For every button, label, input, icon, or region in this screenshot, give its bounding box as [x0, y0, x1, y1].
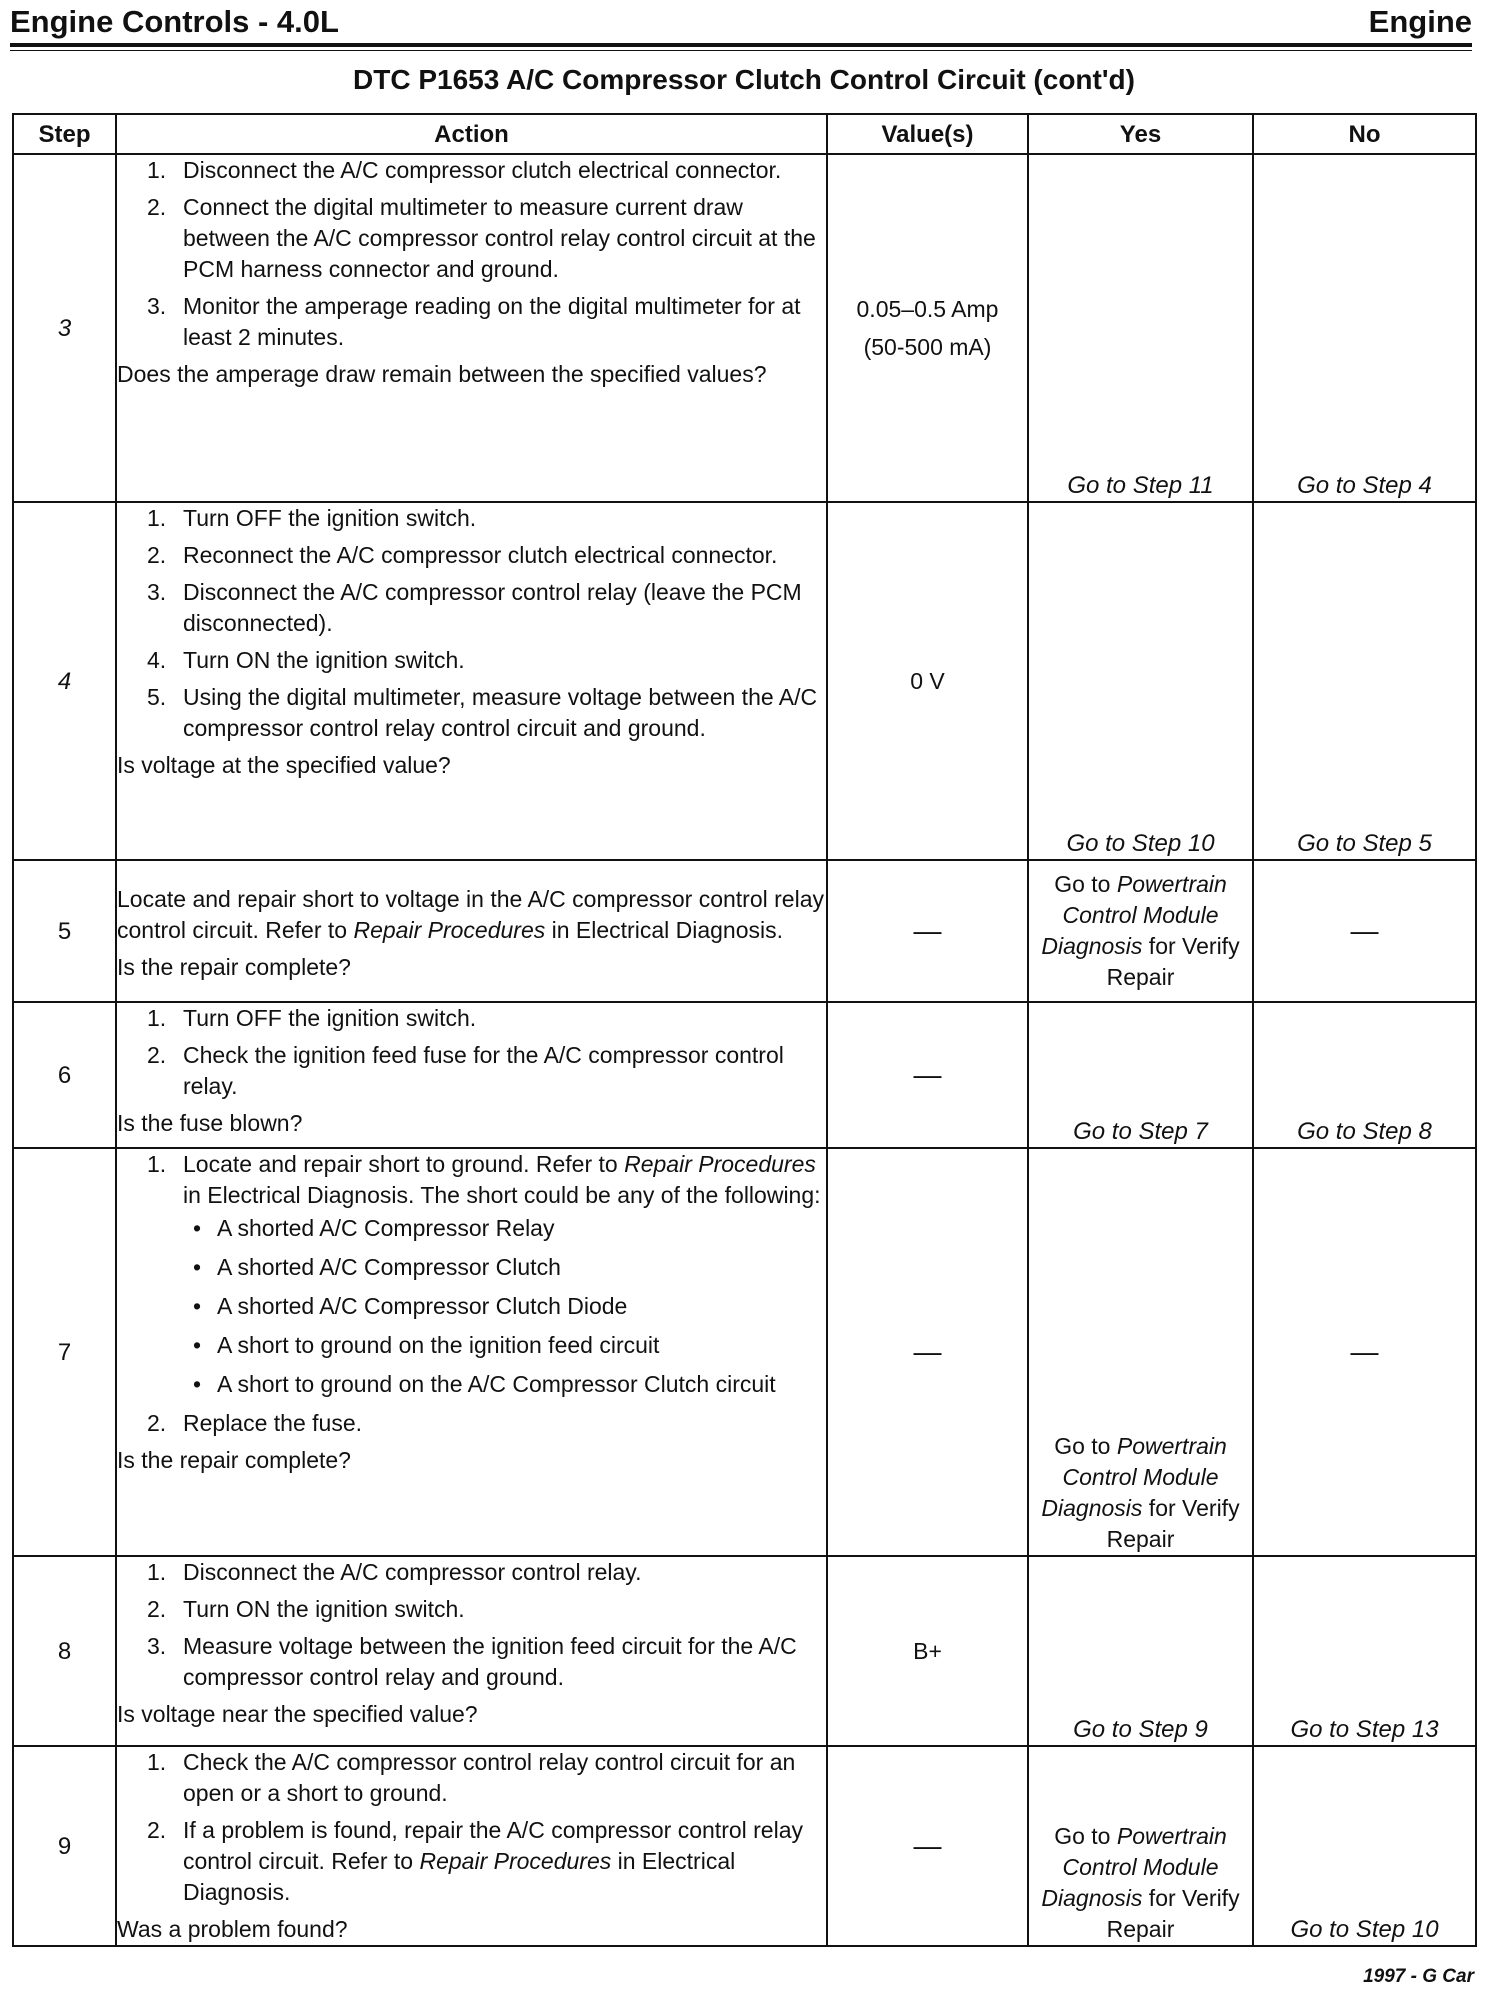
action-item: 1. Turn OFF the ignition switch. [147, 505, 477, 531]
action-cell [116, 1746, 827, 1946]
action-item: 2. Turn ON the ignition switch. [147, 1596, 465, 1622]
yes-cell [1028, 860, 1253, 1002]
column-header-action: Action [116, 114, 827, 154]
table-row-step-8 [13, 1556, 1476, 1746]
yes-cell [1028, 1556, 1253, 1746]
value-amp: 0.05–0.5 Amp [856, 296, 999, 322]
yes-cell [1028, 1148, 1253, 1556]
action-question: Is the repair complete? [117, 953, 351, 980]
bullet-item: • A shorted A/C Compressor Relay [117, 1213, 826, 1244]
action-item: 4. Turn ON the ignition switch. [147, 647, 465, 673]
yes-cell [1028, 502, 1253, 860]
no-cell [1253, 1556, 1476, 1746]
table-row-step-4 [13, 502, 1476, 860]
value-ma: (50-500 mA) [863, 334, 992, 360]
action-text: Locate and repair short to voltage in the A/C compressor control relay control circuit. Refer to Repair Procedures in Electrical Diagnosis. [117, 885, 824, 943]
column-header-values: Value(s) [827, 114, 1028, 154]
value-cell [827, 154, 1028, 502]
table-row-step-9 [13, 1746, 1476, 1946]
diagnostic-table [12, 113, 1477, 1947]
step-number: 9 [13, 1746, 116, 1946]
step-number: 6 [13, 1002, 116, 1148]
action-item: 2. If a problem is found, repair the A/C compressor control relay control circuit. Refer to Repair Procedures in Electrical Diagnosis. [147, 1817, 804, 1905]
bullet-item: • A shorted A/C Compressor Clutch [117, 1252, 826, 1283]
table-row-step-6 [13, 1002, 1476, 1148]
no-cell [1253, 1746, 1476, 1946]
step-number: 3 [13, 154, 116, 502]
yes-cell [1028, 1002, 1253, 1148]
table-title: DTC P1653 A/C Compressor Clutch Control Circuit (cont'd) [353, 64, 1135, 95]
yes-goto-link[interactable]: Go to Step 9 [1073, 1716, 1208, 1743]
action-item: 1. Check the A/C compressor control relay control circuit for an open or a short to ground. [147, 1749, 796, 1806]
action-item: 3. Measure voltage between the ignition feed circuit for the A/C compressor control relay and ground. [147, 1633, 797, 1690]
action-item: 3. Monitor the amperage reading on the digital multimeter for at least 2 minutes. [147, 293, 801, 350]
no-goto-link[interactable]: Go to Step 4 [1297, 472, 1432, 499]
bullet-item: • A short to ground on the ignition feed circuit [117, 1330, 826, 1361]
action-cell [116, 860, 827, 1002]
step-number: 7 [13, 1148, 116, 1556]
action-question: Is voltage at the specified value? [117, 752, 451, 778]
action-cell [116, 154, 827, 502]
section-category: Engine [1368, 4, 1472, 39]
bullet-item: • A shorted A/C Compressor Clutch Diode [117, 1291, 826, 1322]
action-item: 1. Turn OFF the ignition switch. [147, 1005, 477, 1031]
table-row-step-7 [13, 1148, 1476, 1556]
action-cell [116, 1148, 827, 1556]
action-item: 5. Using the digital multimeter, measure voltage between the A/C compressor control relay control circuit and ground. [147, 684, 818, 741]
action-item: 2. Check the ignition feed fuse for the A/C compressor control relay. [147, 1042, 784, 1099]
yes-goto-link[interactable]: Go to Step 11 [1067, 472, 1214, 499]
table-row-step-3 [13, 154, 1476, 502]
no-goto-link[interactable]: Go to Step 13 [1290, 1716, 1439, 1743]
column-header-step: Step [13, 114, 116, 154]
action-question: Is voltage near the specified value? [117, 1701, 478, 1727]
yes-goto-link[interactable]: Go to Step 10 [1066, 830, 1215, 857]
step-number: 4 [13, 502, 116, 860]
action-cell [116, 1556, 827, 1746]
value-cell: — [827, 1002, 1028, 1148]
yes-goto-link[interactable]: Go to Powertrain Control Module Diagnosis for Verify Repair [1041, 871, 1240, 990]
yes-goto-link[interactable]: Go to Step 7 [1073, 1118, 1208, 1145]
table-header-row [13, 114, 1476, 154]
action-item: 2. Connect the digital multimeter to measure current draw between the A/C compressor control relay control circuit at the PCM harness connector and ground. [147, 194, 816, 282]
action-cell [116, 502, 827, 860]
action-question: Is the repair complete? [117, 1447, 351, 1473]
value-cell: — [827, 1746, 1028, 1946]
action-item: 3. Disconnect the A/C compressor control relay (leave the PCM disconnected). [147, 579, 802, 636]
yes-cell [1028, 1746, 1253, 1946]
action-cell [116, 1002, 827, 1148]
value-cell: B+ [827, 1556, 1028, 1746]
value-cell: — [827, 1148, 1028, 1556]
yes-goto-link[interactable]: Go to Powertrain Control Module Diagnosis for Verify Repair [1041, 1433, 1240, 1552]
no-cell [1253, 502, 1476, 860]
action-question: Was a problem found? [117, 1916, 348, 1942]
header-rule [10, 43, 1472, 47]
column-header-yes: Yes [1028, 114, 1253, 154]
action-question: Does the amperage draw remain between the specified values? [117, 361, 767, 387]
column-header-no: No [1253, 114, 1476, 154]
value-cell: — [827, 860, 1028, 1002]
value-cell: 0 V [827, 502, 1028, 860]
action-item: 1. Disconnect the A/C compressor control relay. [147, 1559, 642, 1585]
step-number: 5 [13, 860, 116, 1002]
no-goto-link[interactable]: Go to Step 8 [1297, 1118, 1432, 1145]
header-rule-thin [10, 50, 1472, 51]
no-cell: — [1253, 860, 1476, 1002]
page-footer: 1997 - G Car [1363, 1966, 1474, 1987]
yes-goto-link[interactable]: Go to Powertrain Control Module Diagnosis for Verify Repair [1041, 1823, 1240, 1942]
no-goto-link[interactable]: Go to Step 10 [1290, 1916, 1439, 1943]
no-cell [1253, 1002, 1476, 1148]
section-title: Engine Controls - 4.0L [10, 4, 339, 39]
bullet-item: • A short to ground on the A/C Compressor Clutch circuit [117, 1369, 826, 1400]
yes-cell [1028, 154, 1253, 502]
step-number: 8 [13, 1556, 116, 1746]
no-goto-link[interactable]: Go to Step 5 [1297, 830, 1432, 857]
action-item: 2. Replace the fuse. [147, 1410, 363, 1436]
action-item: 1. Disconnect the A/C compressor clutch electrical connector. [147, 157, 782, 183]
action-item: 2. Reconnect the A/C compressor clutch electrical connector. [147, 542, 778, 568]
no-cell [1253, 154, 1476, 502]
action-question: Is the fuse blown? [117, 1110, 303, 1136]
no-cell: — [1253, 1148, 1476, 1556]
action-item: 1. Locate and repair short to ground. Refer to Repair Procedures in Electrical Diagnosis. The short could be any of the following: • A shorted A/C Compressor Relay • A shorted A/C Compressor Clutch • A shorted A/C Compressor Clutch Diode • A short to ground on the ignition feed circuit • A short to ground on the A/C Compressor Clutch circuit [117, 1149, 826, 1400]
table-row-step-5 [13, 860, 1476, 1002]
